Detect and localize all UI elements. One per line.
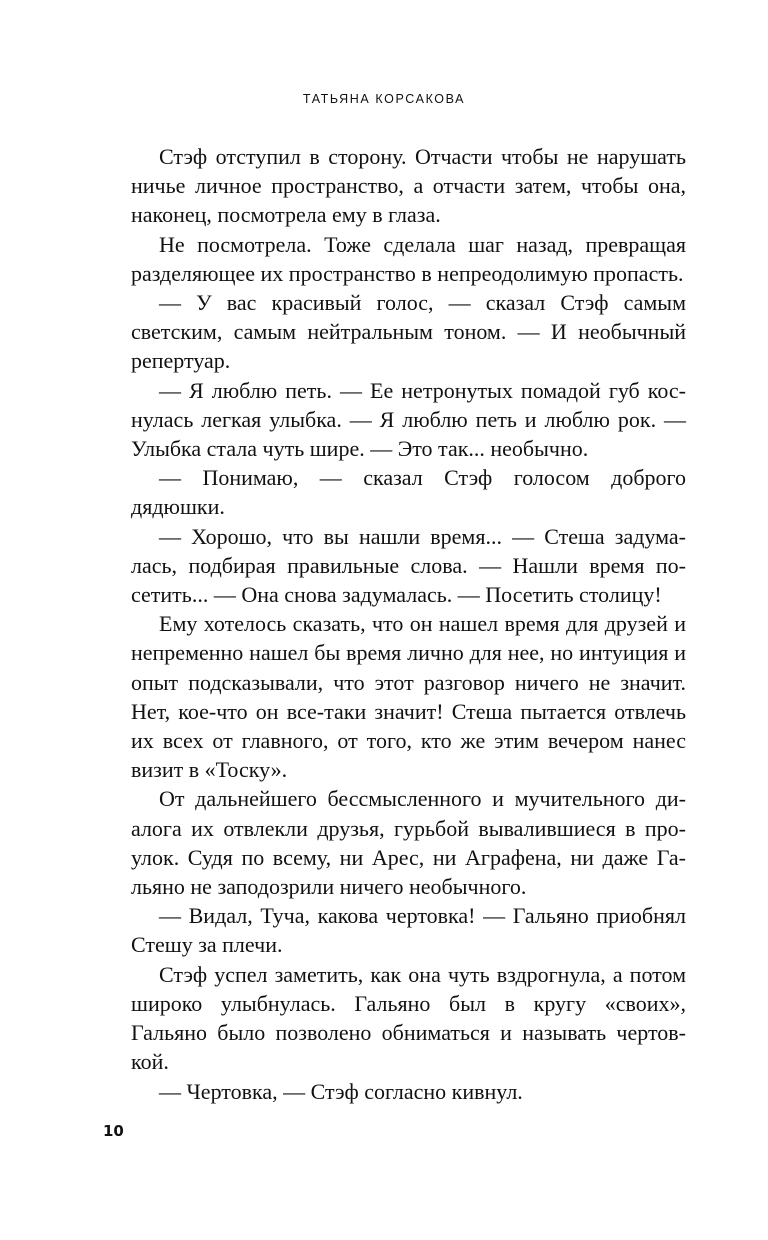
paragraph-7: Ему хотелось сказать, что он нашел время для друзей и непременно нашел бы время лично для нее, но интуиция и опыт подсказывали, что этот разговор ничего не значит. Нет, кое-что он все-таки значит! Стеша пытается отвлечь их всех от главного, от того, кто же этим вечером нанес визит в «Тоску».: [131, 611, 686, 783]
paragraph-9: — Видал, Туча, какова чертовка! — Гальяно приобнял Стешу за плечи.: [131, 903, 686, 958]
paragraph-6: — Хорошо, что вы нашли время... — Стеша задумалась, подбирая правильные слова. — Нашли время посетить... — Она снова задумалась. — Посетить столицу!: [131, 523, 686, 608]
paragraph-5: — Понимаю, — сказал Стэф голосом доброго дядюшки.: [131, 465, 686, 520]
paragraph-10: Стэф успел заметить, как она чуть вздрогнула, а потом широко улыбнулась. Гальяно был в кругу «своих», Гальяно было позволено обниматься и называть чертовкой.: [131, 961, 686, 1075]
paragraph-1: Стэф отступил в сторону. Отчасти чтобы не нарушать ничье личное пространство, а отчасти затем, чтобы она, наконец, посмотрела ему в глаза.: [131, 144, 686, 228]
paragraph-4: — Я люблю петь. — Ее нетронутых помадой губ коснулась легкая улыбка. — Я люблю петь и люблю рок. — Улыбка стала чуть шире. — Это так... необычно.: [131, 377, 686, 462]
paragraph-8: От дальнейшего бессмысленного и мучительного диалога их отвлекли друзья, гурьбой вывалившиеся в проулок. Судя по всему, ни Арес, ни Аграфена, ни даже Гальяно не заподозрили ничего необычного.: [131, 786, 686, 900]
paragraph-2: Не посмотрела. Тоже сделала шаг назад, превращая разделяющее их пространство в непреодолимую пропасть.: [131, 231, 686, 286]
page-number: 10: [103, 1122, 124, 1140]
paragraph-3: — У вас красивый голос, — сказал Стэф самым светским, самым нейтральным тоном. — И необычный репертуар.: [131, 290, 686, 374]
running-header: ТАТЬЯНА КОРСАКОВА: [302, 92, 466, 106]
paragraph-11: — Чертовка, — Стэф согласно кивнул.: [159, 1078, 523, 1104]
body-text: [131, 142, 686, 1106]
